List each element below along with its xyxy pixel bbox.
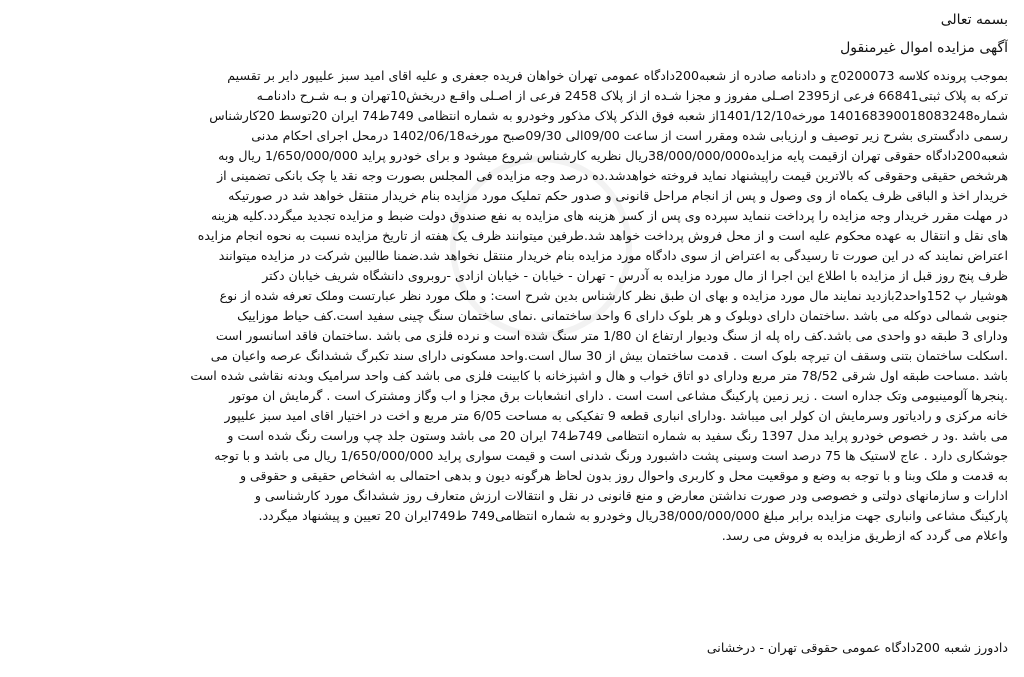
body-line: هوشیار پ 152واحد2بازدید نمایند مال مورد مزایده و بهای ان طبق نظر کارشناس بدین شرح است: و ملک مورد نظر عبارتست وملک تعرفه شده از نوع	[219, 288, 1008, 303]
body-line: خانه مرکزی و رادیاتور وسرمایش ان کولر ابی میباشد .ودارای انباری قطعه 9 تفکیکی به مساحت 6/05 متر مربع و اخت در اختیار اقای امید سبز علیپور	[224, 408, 1008, 423]
body-line: ادارات و سازمانهای دولتی و خصوصی ودر صورت نداشتن معارض و منع قانونی در نقل و انتقالات ارزش متعارف روز ششدانگ مورد کارشناسی و	[254, 488, 1008, 503]
body-line: .اسکلت ساختمان بتنی وسقف ان تیرچه بلوک است . قدمت ساختمان بیش از 30 سال است.واحد مسکونی دارای سند تکبرگ ششدانگ عرصه واعیان می	[210, 348, 1008, 363]
body-line: ترکه به پلاک ثبتی66841 فرعی از2395 اصـلی مفروز و مجزا شـده از از پلاک 2458 فرعی از اصـلی واقـع دربخش10تهران و بـه شـرح دادنامـه	[256, 88, 1008, 103]
body-line: .پنجرها آلومینیومی وتک جداره است . زیر زمین پارکینگ مشاعی است است . دارای انشعابات برق مجزا و اب وگاز ومشترک است . گرمایش ان موتور	[229, 388, 1008, 403]
body-line: جنوبی شمالی دوکله می باشد .ساختمان دارای دوبلوک و هر بلوک دارای 6 واحد ساختمانی .نمای ساختمان سنگ چینی سفید است.کف حیاط موزاییک	[237, 308, 1008, 323]
body-line: بموجب پرونده کلاسه 0200073ج و دادنامه صادره از شعبه200دادگاه عمومی تهران خواهان فریده جعفری و علیه اقای امید سبز علیپور دایر بر تقسیم	[227, 68, 1008, 83]
body-line: می باشد .ود ر خصوص خودرو پراید مدل 1397 رنگ سفید به شماره انتظامی 749ط74 ایران 20 می باشد وستون جلد چپ وراست رنگ شده است و	[227, 428, 1008, 443]
body-line: ودارای 3 طبقه دو واحدی می باشد.کف راه پله از سنگ ودیوار ارتفاع ان 1/80 متر سنگ شده است و نرده فلزی می باشد .ساختمان فاقد اسانسور است	[215, 328, 1008, 343]
body-line: رسمی دادگستری بشرح زیر توصیف و ارزیابی شده ومقرر است از ساعت 09/00الی 09/30صبح مورخه1402/06/18 درمحل اجرای احکام مدنی	[251, 128, 1008, 143]
body-line: واعلام می گردد که ازطریق مزایده به فروش می رسد.	[721, 528, 1008, 543]
body-line: باشد .مساحت طبقه اول شرقی 78/52 متر مربع ودارای دو اتاق خواب و هال و اشپزخانه با کابینت فلزی می باشد کف واحد سرامیک وبدنه نقاشی شده است	[190, 368, 1008, 383]
body-line: پارکینگ مشاعی وانباری جهت مزایده برابر مبلغ 38/000/000/000ریال وخودرو به شماره انتظامی749 ط749ایران 20 تعیین و پیشنهاد میگردد.	[258, 508, 1008, 523]
document-footer-signature: دادورز شعبه 200دادگاه عمومی حقوقی تهران - درخشانی	[706, 640, 1008, 655]
document-title: آگهی مزایده اموال غیرمنقول	[840, 40, 1008, 56]
body-line: به قدمت و ملک وبنا و با توجه به وضع و موقعیت محل و کاربری واحوال روز بدون لحاظ هرگونه دیون و بدهی احتمالی به اشخاص حقیقی و حقوقی و	[239, 468, 1008, 483]
body-line: های نقل و انتقال به عهده محکوم علیه است و از محل فروش پرداخت خواهد شد.طرفین میتوانند ظرف یک هفته از تاریخ مزایده نسبت به نحوه انجام مزایده	[197, 228, 1008, 243]
body-line: اعتراض نمایند که در این صورت تا رسیدگی به اعتراض از سوی دادگاه مورد مزایده بنام خریدار منتقل نخواهد شد.ضمنا طالبین شرکت در مزایده میتوانند	[218, 248, 1008, 263]
body-line: در مهلت مقرر خریدار وجه مزایده را پرداخت ننماید سپرده وی پس از کسر هزینه های مزایده به نفع صندوق دولت ضبط و مزایده تجدید میگردد.کلیه هزینه	[211, 208, 1008, 223]
document-header: بسمه تعالی	[940, 12, 1008, 28]
body-line: شماره14016839001808324​8 مورخه1401/12/10از شعبه فوق الذکر پلاک مذکور وخودرو به شماره انتظامی 749ط74 ایران 20توسط 20کارشناس	[209, 108, 1008, 123]
body-line: خریدار اخذ و الباقی ظرف یکماه از وی وصول و پس از انجام مراحل قانونی و صدور حکم تملیک مورد مزایده بنام خریدار منتقل خواهد شد در صورتیکه	[228, 188, 1008, 203]
body-line: ظرف پنج روز قبل از مزایده با اطلاع این اجرا از مال مورد مزایده به آدرس - تهران - خیابان - خیابان ازادی -روبروی دانشگاه شریف خیابان دکتر	[262, 268, 1008, 283]
body-line: شعبه200دادگاه حقوقی تهران ازقیمت پایه مزایده38/000/000/000ریال نظریه کارشناس شروع میشود و برای خودرو پراید 1/650/000/000 ریال وبه	[218, 148, 1008, 163]
body-line: هرشخص حقیقی وحقوقی که بالاترین قیمت راپیشنهاد نماید فروخته خواهدشد.ده درصد وجه مزایده فی المجلس بصورت وجه نقد یا چک بانکی تضمینی از	[217, 168, 1008, 183]
auction-notice-document	[10, 6, 1014, 671]
body-line: جوشکاری دارد . عاج لاستیک ها 75 درصد است وسینی پشت داشبورد ورنگ شدنی است و قیمت سواری پراید 1/650/000/000 ریال می باشد و با توجه	[214, 448, 1008, 463]
